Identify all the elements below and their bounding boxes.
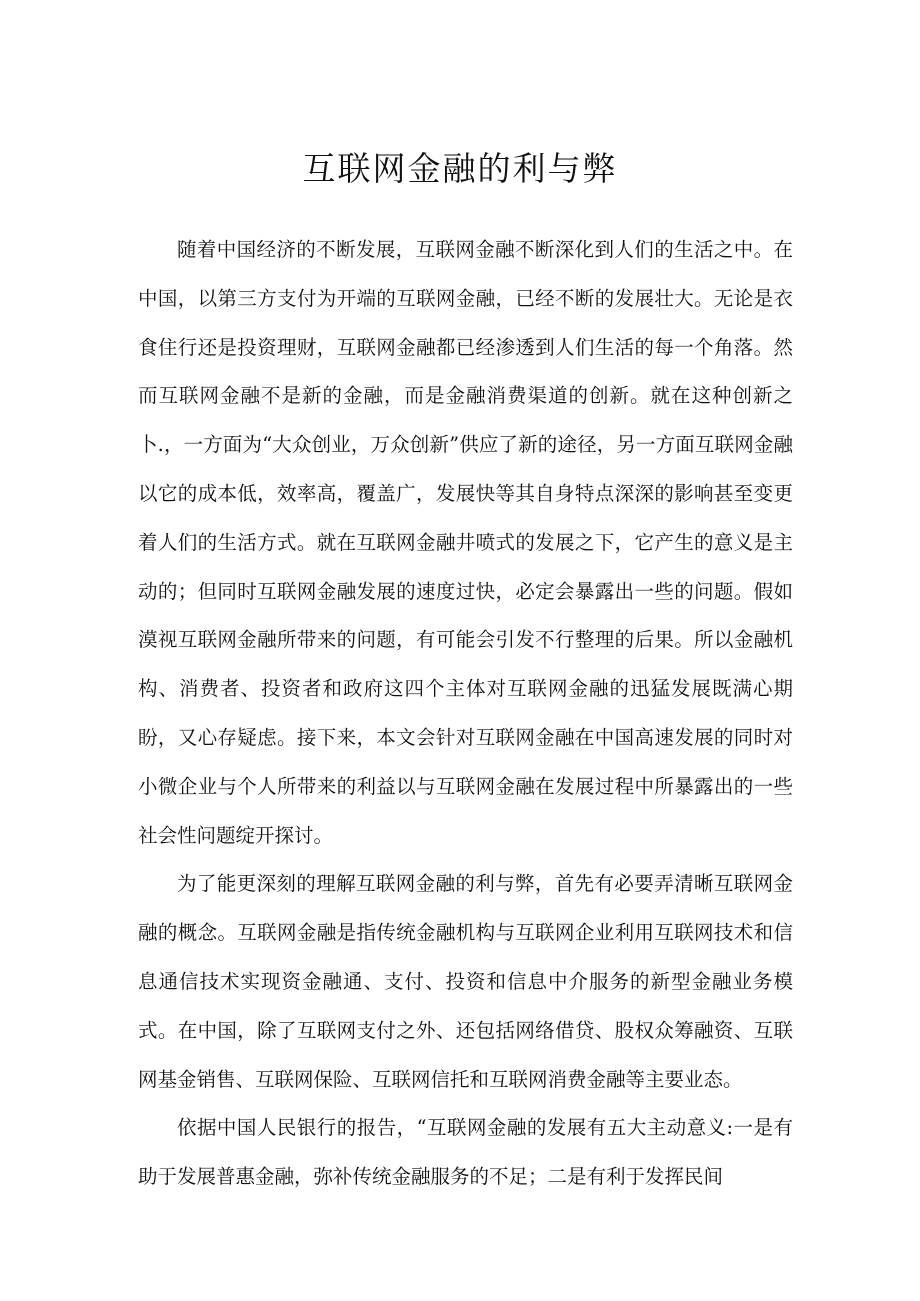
paragraph: 依据中国人民银行的报告，“互联网金融的发展有五大主动意义:一是有助于发展普惠金融，弥补传统金融服务的不足；二是有利于发挥民间 — [138, 1116, 793, 1189]
paragraph: 随着中国经济的不断发展，互联网金融不断深化到人们的生活之中。在中国，以第三方支付为开端的互联网金融，已经不断的发展壮大。无论是衣食住行还是投资理财，互联网金融都已经渗透到人们生活的每一个角落。然而互联网金融不是新的金融，而是金融消费渠道的创新。就在这种创新之卜.，一方面为“大众创业，万众创新”供应了新的途径，另一方面互联网金融以它的成本低，效率高，覆盖广，发展快等其自身特点深深的影响甚至变更着人们的生活方式。就在互联网金融井喷式的发展之下，它产生的意义是主动的；但同时互联网金融发展的速度过快，必定会暴露出一些的问题。假如漠视互联网金融所带来的问题，有可能会引发不行整理的后果。所以金融机构、消费者、投资者和政府这四个主体对互联网金融的迅猛发展既满心期盼，又心存疑虑。接下来，本文会针对互联网金融在中国高速发展的同时对小微企业与个人所带来的利益以与互联网金融在发展过程中所暴露出的一些社会性问题绽开探讨。 — [138, 238, 793, 847]
document-body — [138, 226, 793, 1202]
paragraph: 为了能更深刻的理解互联网金融的利与弊，首先有必要弄清晰互联网金融的概念。互联网金融是指传统金融机构与互联网企业利用互联网技术和信息通信技术实现资金融通、支付、投资和信息中介服务的新型金融业务模式。在中国，除了互联网支付之外、还包括网络借贷、股权众筹融资、互联网基金销售、互联网保险、互联网信托和互联网消费金融等主要业态。 — [138, 872, 793, 1091]
document-title: 互联网金融的利与弊 — [302, 149, 618, 188]
